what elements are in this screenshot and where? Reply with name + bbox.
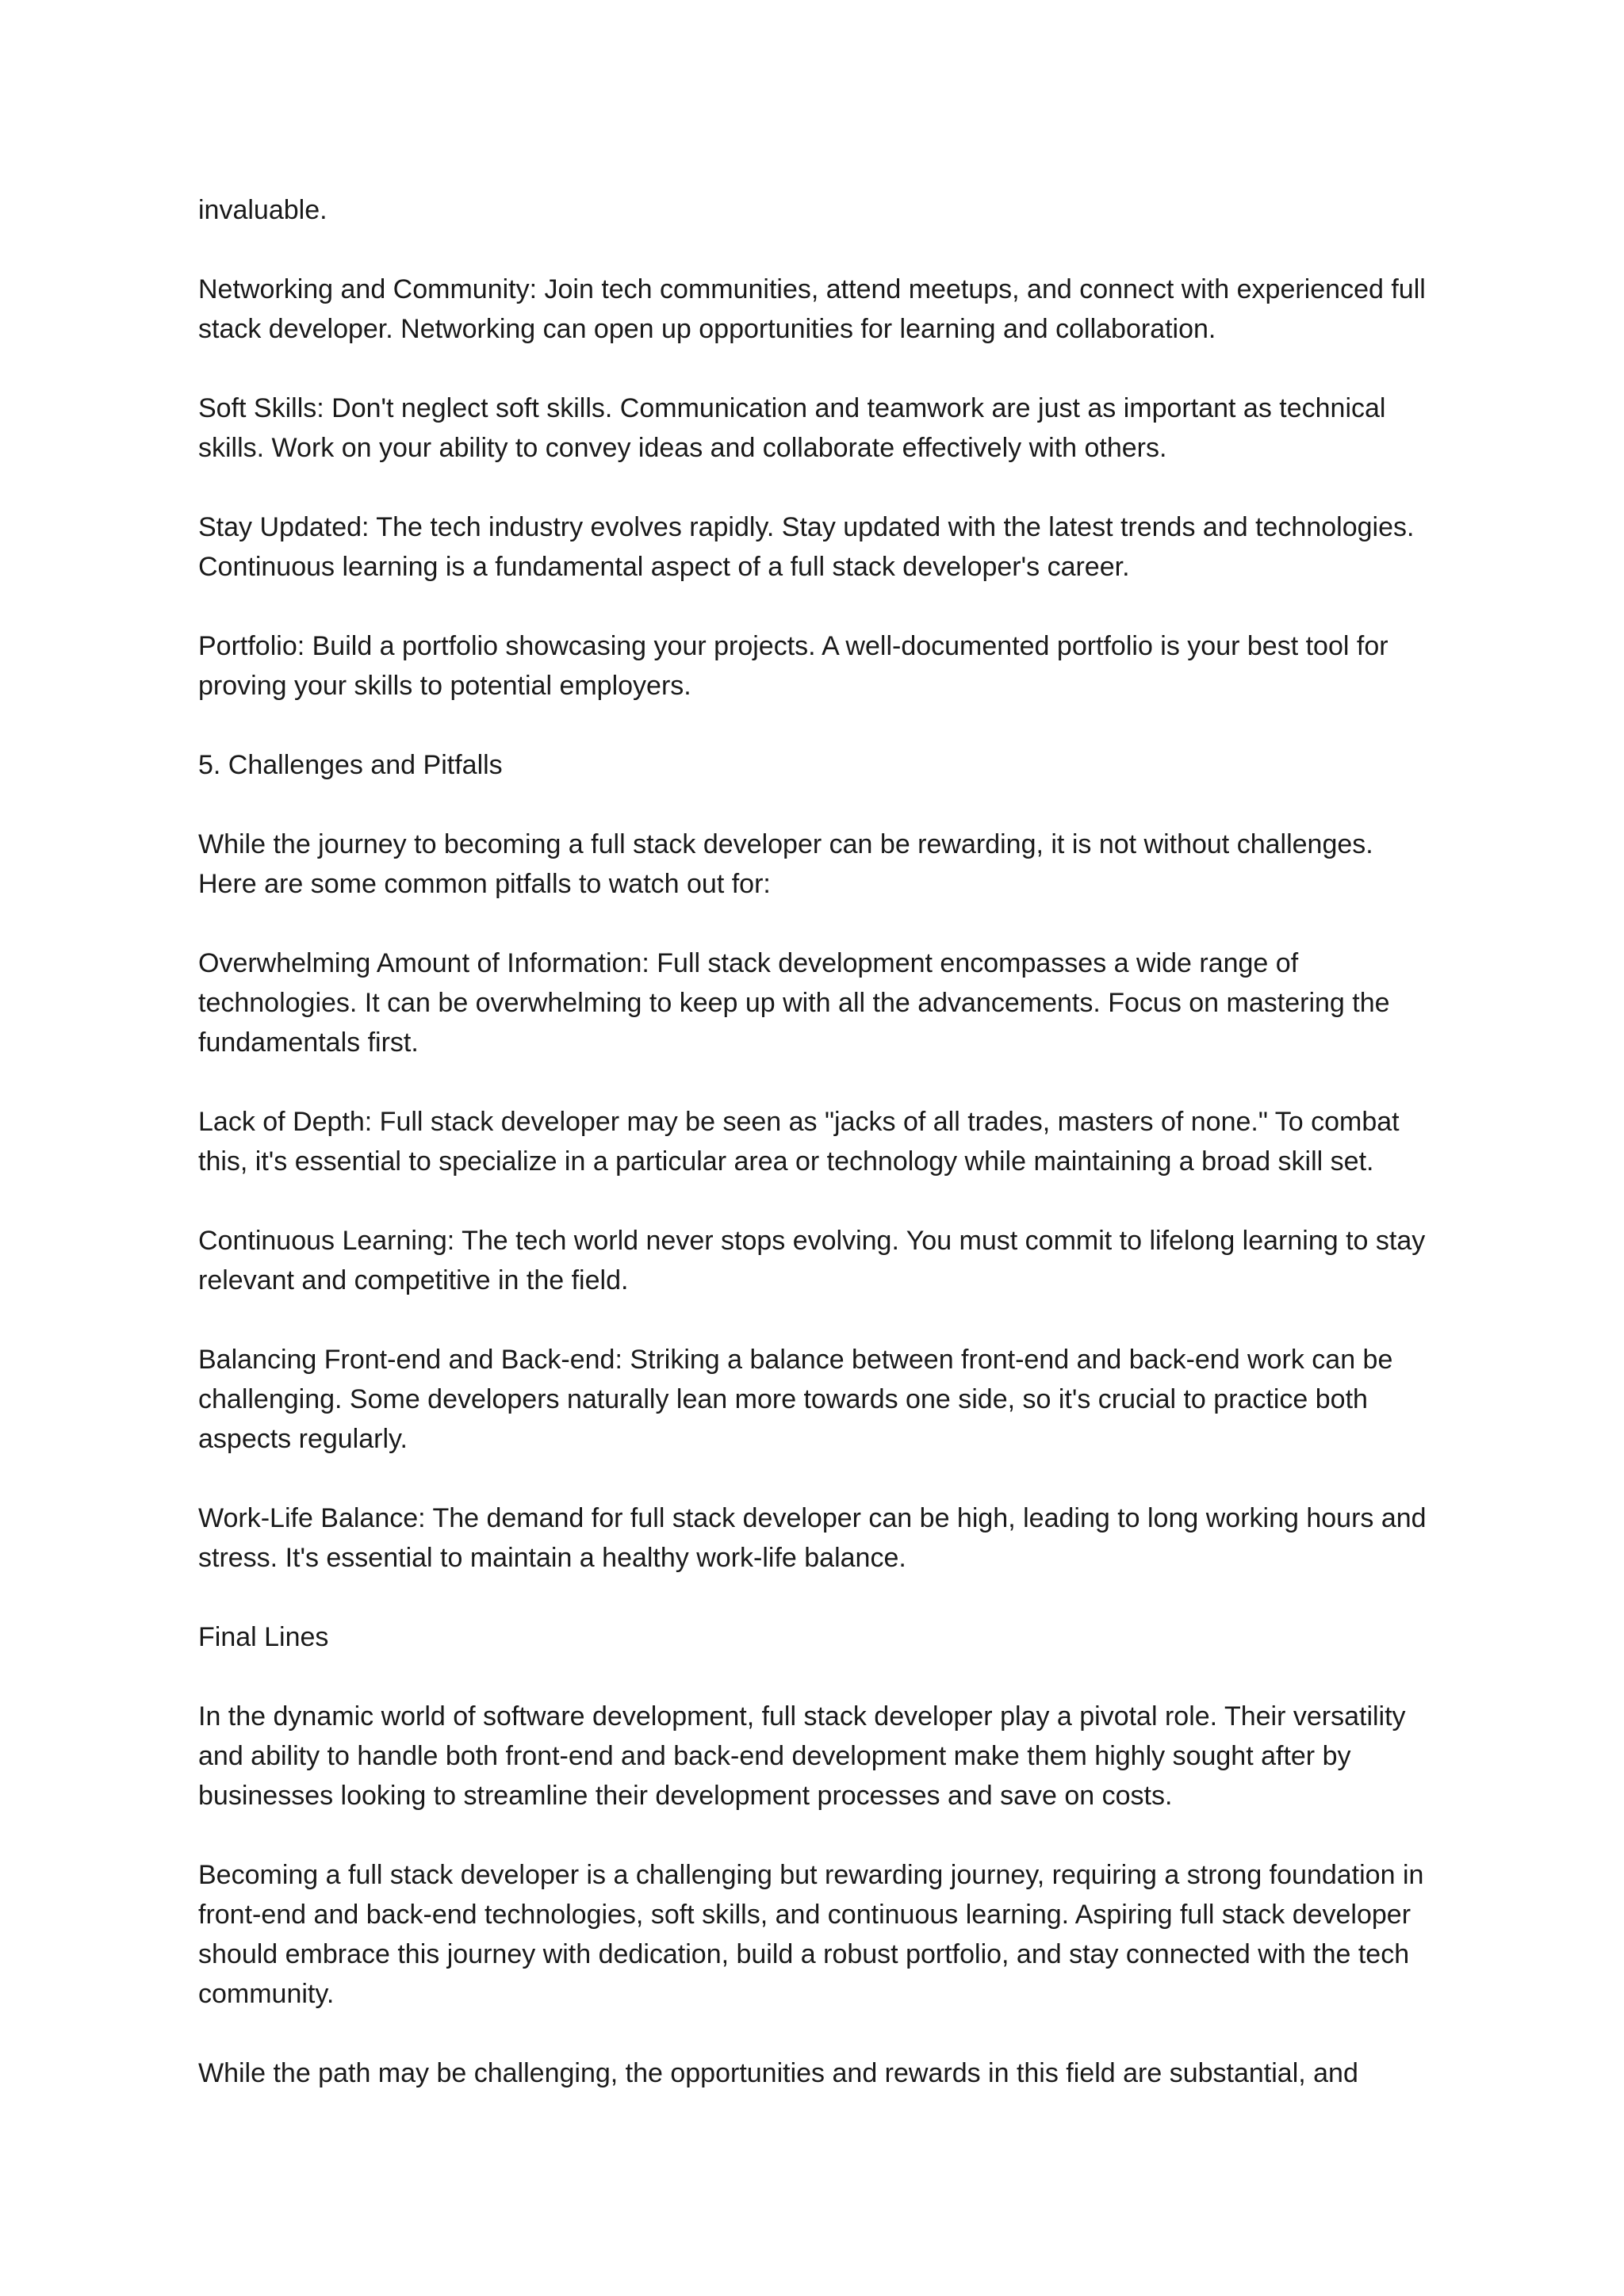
document-body (198, 190, 1435, 2133)
paragraph-balancing: Balancing Front-end and Back-end: Striking a balance between front-end and back-end work can be challenging. Some developers naturally lean more towards one side, so it's crucial to practice both aspects regularly. (198, 1345, 1393, 1454)
paragraph-challenges-intro: While the journey to becoming a full stack developer can be rewarding, it is not without challenges. Here are some common pitfalls to watch out for: (198, 829, 1373, 899)
paragraph-lack-of-depth: Lack of Depth: Full stack developer may be seen as "jacks of all trades, masters of none." To combat this, it's essential to specialize in a particular area or technology while maintaining a broad skill set. (198, 1107, 1400, 1177)
paragraph-dynamic-world: In the dynamic world of software development, full stack developer play a pivotal role. Their versatility and ability to handle both front-end and back-end development make them highly sought after by businesses looking to streamline their development processes and save on costs. (198, 1701, 1406, 1811)
paragraph-networking: Networking and Community: Join tech communities, attend meetups, and connect with experienced full stack developer. Networking can open up opportunities for learning and collaboration. (198, 274, 1426, 344)
paragraph-continuous-learning: Continuous Learning: The tech world never stops evolving. You must commit to lifelong learning to stay relevant and competitive in the field. (198, 1226, 1426, 1295)
paragraph-stay-updated: Stay Updated: The tech industry evolves rapidly. Stay updated with the latest trends and technologies. Continuous learning is a fundamental aspect of a full stack developer's career. (198, 512, 1415, 582)
section-heading-challenges: 5. Challenges and Pitfalls (198, 750, 503, 780)
paragraph-overwhelming-information: Overwhelming Amount of Information: Full stack development encompasses a wide range of technologies. It can be overwhelming to keep up with all the advancements. Focus on mastering the fundamentals first. (198, 948, 1390, 1058)
paragraph-work-life-balance: Work-Life Balance: The demand for full stack developer can be high, leading to long working hours and stress. It's essential to maintain a healthy work-life balance. (198, 1503, 1427, 1573)
paragraph-portfolio: Portfolio: Build a portfolio showcasing your projects. A well-documented portfolio is your best tool for proving your skills to potential employers. (198, 631, 1388, 701)
paragraph-becoming-developer: Becoming a full stack developer is a challenging but rewarding journey, requiring a strong foundation in front-end and back-end technologies, soft skills, and continuous learning. Aspiring full stack developer should embrace this journey with dedication, build a robust portfolio, and stay connected with the tech community. (198, 1860, 1424, 2009)
paragraph-continuation: invaluable. (198, 195, 327, 225)
paragraph-soft-skills: Soft Skills: Don't neglect soft skills. Communication and teamwork are just as important as technical skills. Work on your ability to convey ideas and collaborate effectively with others. (198, 393, 1386, 463)
paragraph-path-challenging: While the path may be challenging, the opportunities and rewards in this field are substantial, and (198, 2058, 1358, 2088)
section-heading-final-lines: Final Lines (198, 1622, 329, 1652)
